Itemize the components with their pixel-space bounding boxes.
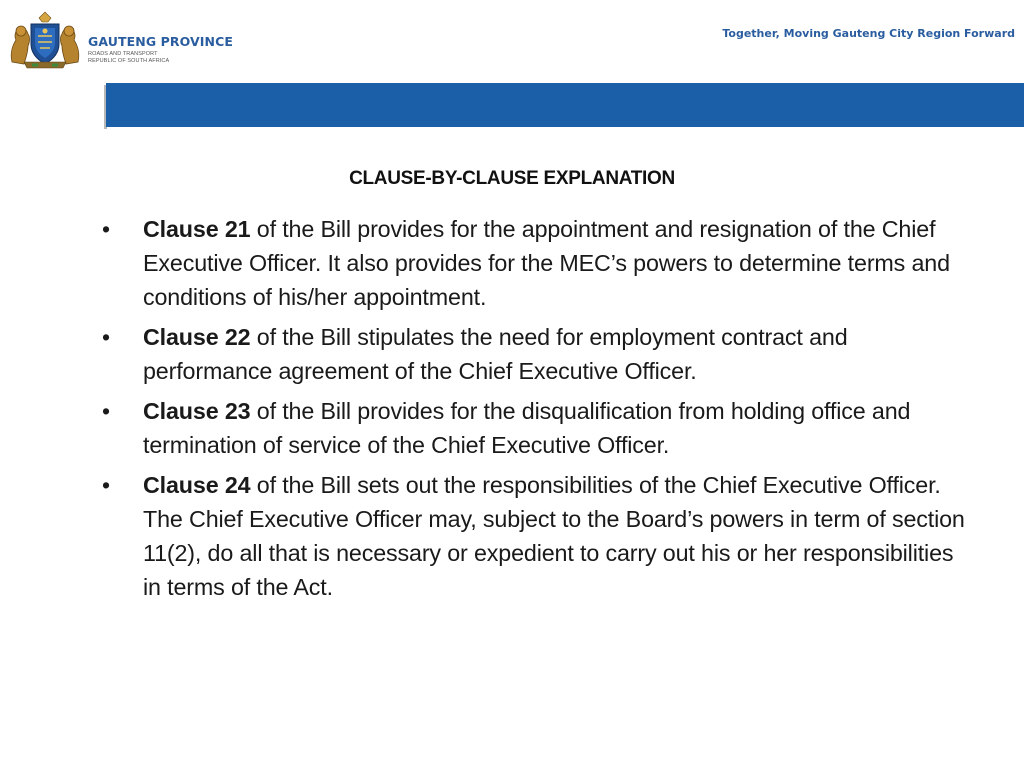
header-tagline: Together, Moving Gauteng City Region Forward <box>722 27 1015 40</box>
logo-subline-department: ROADS AND TRANSPORT <box>88 50 158 57</box>
logo-name: GAUTENG PROVINCE <box>88 34 234 49</box>
bullet-item-clause-21 <box>102 212 972 314</box>
bullet-text: of the Bill stipulates the need for employment contract and performance agreement of the Chief Executive Officer. <box>143 324 848 384</box>
gauteng-logo <box>6 10 233 70</box>
bullet-marker: • <box>102 398 110 424</box>
bullet-lead: Clause 21 <box>143 216 251 242</box>
header-blue-band <box>106 83 1024 127</box>
slide-header <box>0 0 1024 130</box>
bullet-marker: • <box>102 216 110 242</box>
bullet-marker: • <box>102 324 110 350</box>
bullet-text: of the Bill provides for the disqualification from holding office and termination of service of the Chief Executive Officer. <box>143 398 911 458</box>
slide-title: CLAUSE-BY-CLAUSE EXPLANATION <box>349 168 675 189</box>
bullet-lead: Clause 22 <box>143 324 251 350</box>
bullet-text: of the Bill sets out the responsibilities of the Chief Executive Officer. The Chief Executive Officer may, subject to the Board’s powers in term of section 11(2), do all that is necessary or expedient to carry out his or her responsibilities in terms of the Act. <box>143 472 965 600</box>
bullet-item-clause-23 <box>102 394 972 462</box>
logo-subline-country: REPUBLIC OF SOUTH AFRICA <box>88 57 170 64</box>
bullet-lead: Clause 24 <box>143 472 251 498</box>
bullet-lead: Clause 23 <box>143 398 251 424</box>
coat-of-arms-icon <box>6 10 84 70</box>
bullet-item-clause-22 <box>102 320 972 388</box>
bullet-list <box>102 212 972 610</box>
bullet-item-clause-24 <box>102 468 972 604</box>
bullet-marker: • <box>102 472 110 498</box>
bullet-text: of the Bill provides for the appointment and resignation of the Chief Executive Officer. It also provides for the MEC’s powers to determine terms and conditions of his/her appointment. <box>143 216 950 310</box>
